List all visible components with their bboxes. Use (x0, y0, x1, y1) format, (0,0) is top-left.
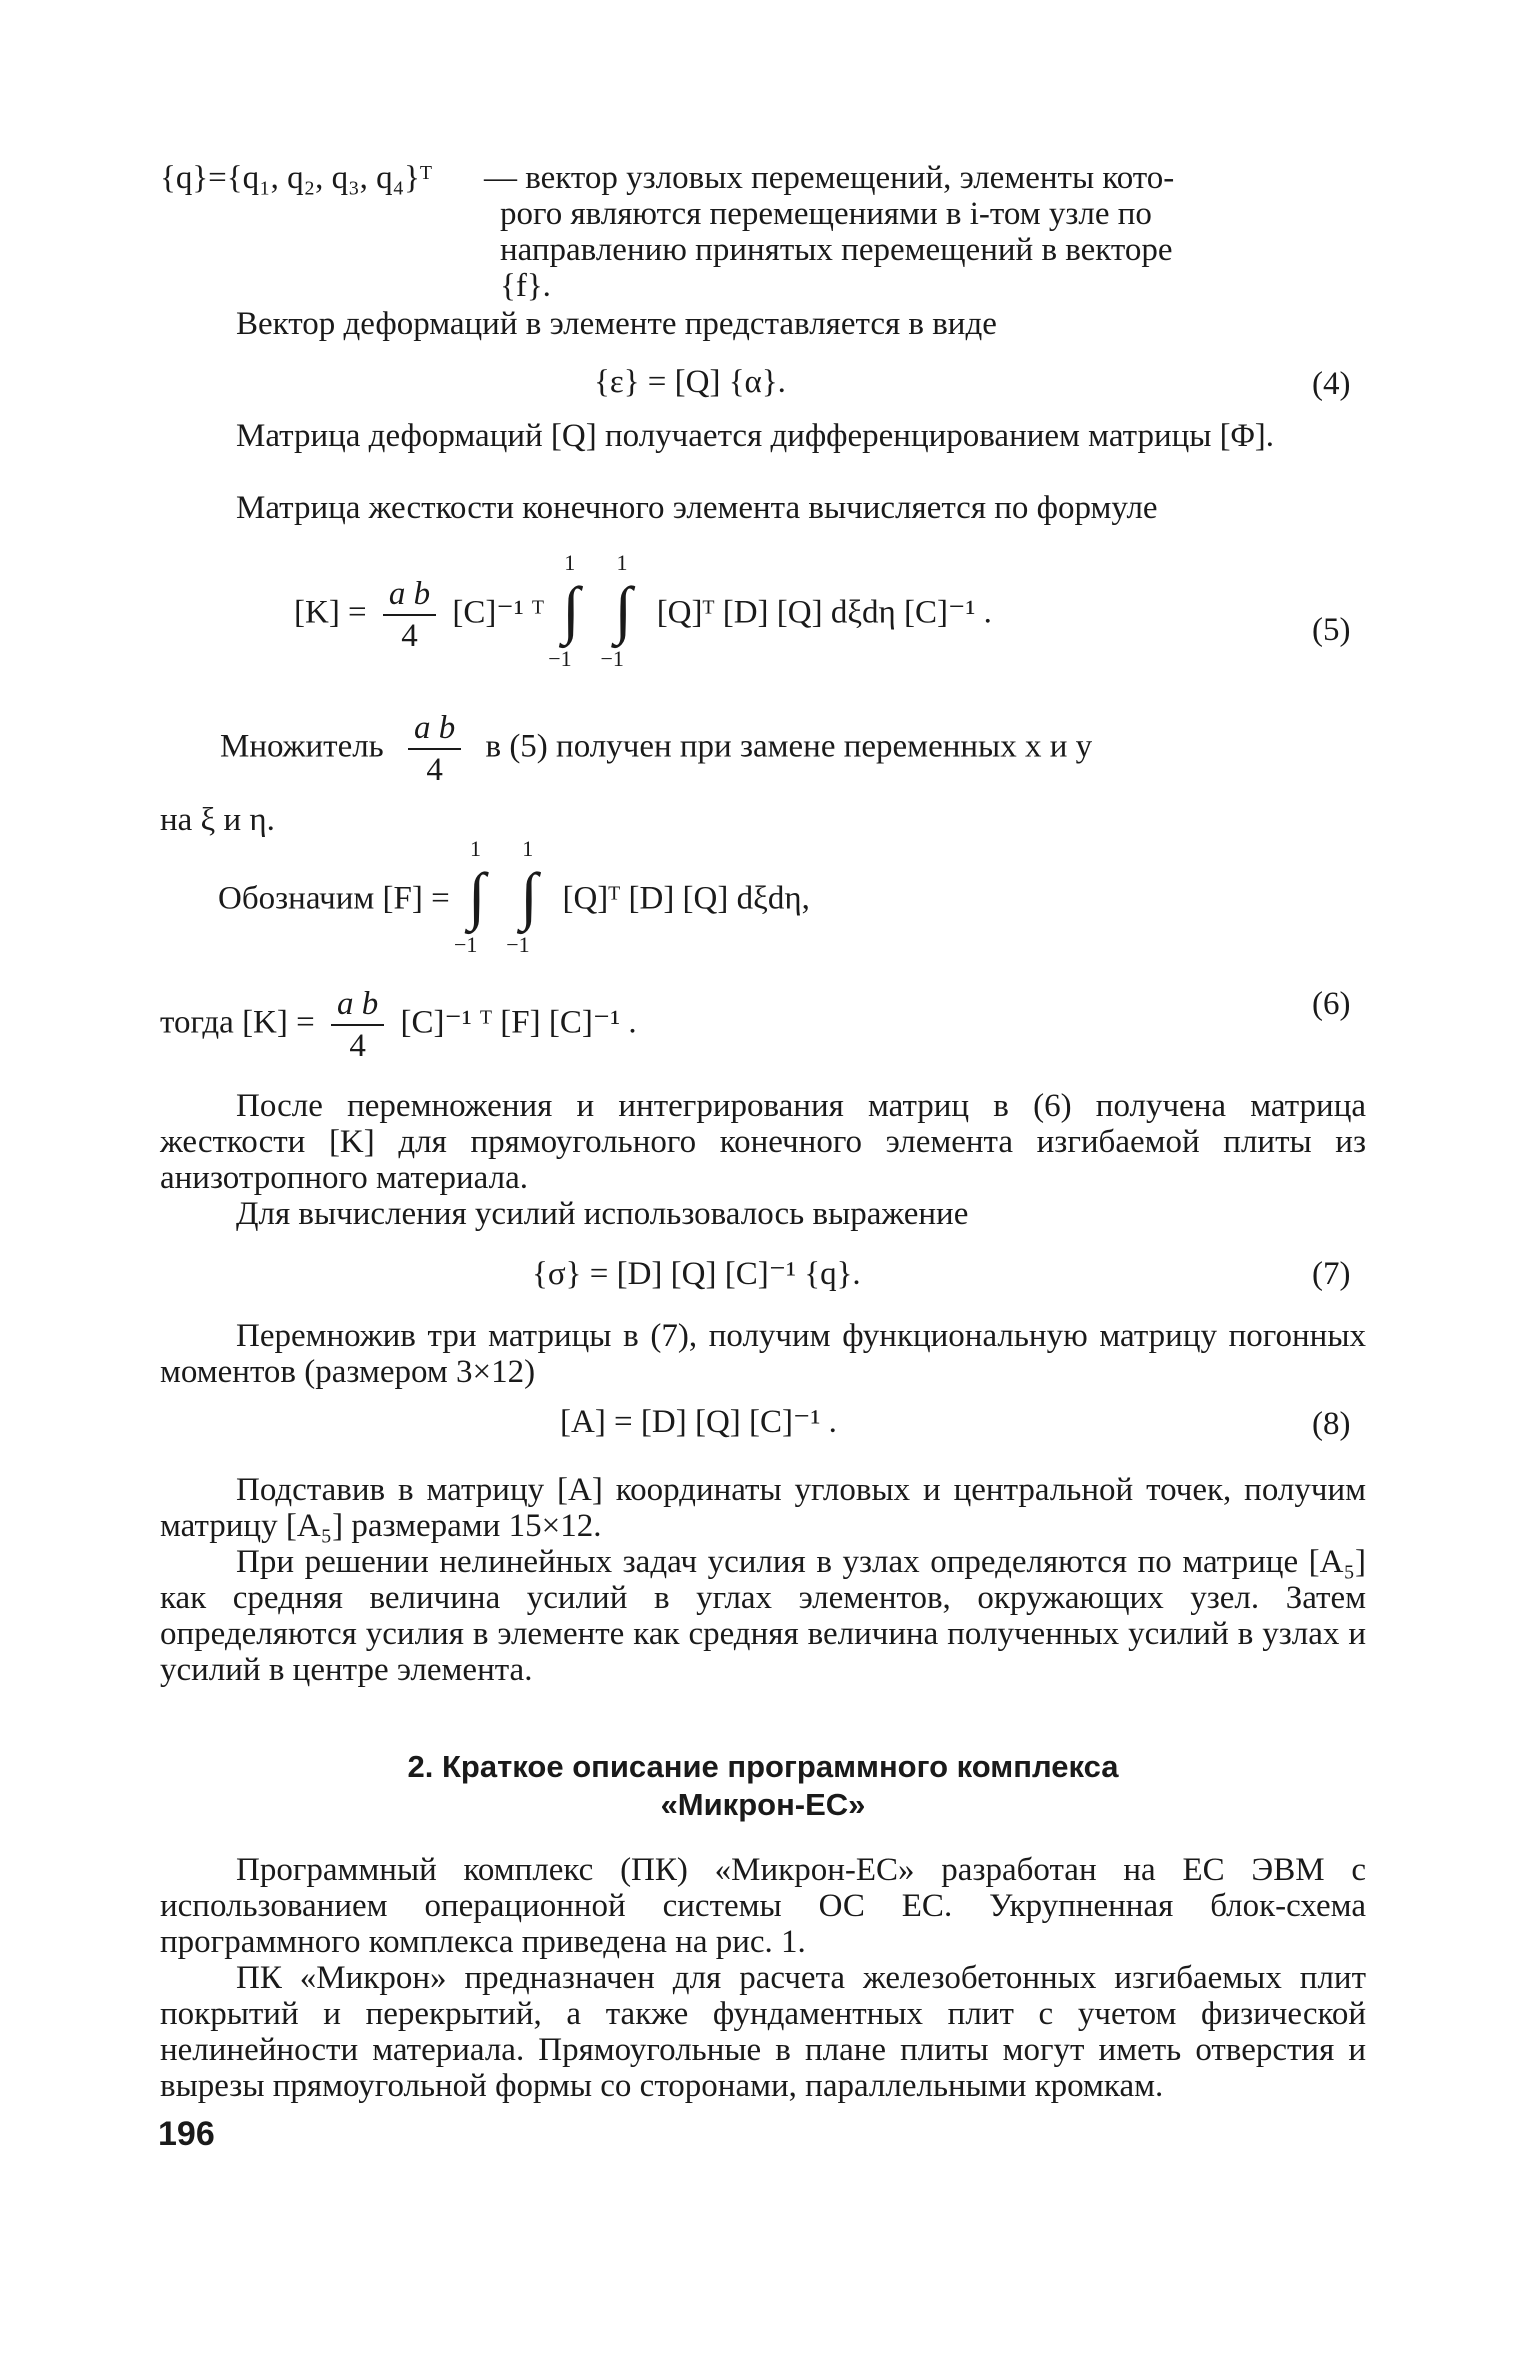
equation-5-part-1: [C]⁻¹ ᵀ (452, 594, 544, 631)
paragraph-stiffness: Матрица жесткости конечного элемента вычисляется по формуле (236, 490, 1158, 526)
page-number: 196 (158, 2115, 215, 2153)
vector-def-line-2: рого являются перемещениями в i-том узле по (500, 196, 1152, 232)
factor-rest: в (5) получен при замене переменных x и y (485, 728, 1093, 765)
integral-F1-upper-limit: 1 (469, 836, 481, 861)
paragraph-nonlinear: При решении нелинейных задач усилия в узлах определяются по матрице [A₅] как средняя величина усилий в углах элементов, окружающих узел. Затем определяются усилия в элементе как средняя величина полученных усилий в узлах и усилий в центре элемента. (160, 1544, 1366, 1688)
equation-5-frac-den: 4 (383, 614, 436, 654)
integral-sign-1 (548, 550, 594, 671)
equation-6-lead: тогда [K] = (160, 1004, 315, 1041)
integral-F2-symbol: ∫ (520, 860, 538, 931)
integral-F-sign-1 (453, 836, 500, 957)
factor-frac-den: 4 (408, 748, 461, 788)
equation-5-lhs: [K] = (294, 594, 367, 631)
equation-6-frac-den: 4 (331, 1024, 384, 1064)
factor-fraction (408, 710, 461, 788)
factor-word: Множитель (220, 728, 384, 765)
equation-6 (160, 986, 637, 1064)
equation-4-number: (4) (1312, 366, 1351, 402)
paragraph-multiply: Перемножив три матрицы в (7), получим функциональную матрицу погонных моментов (размером 3×12) (160, 1318, 1366, 1390)
equation-5-integrand: [Q]ᵀ [D] [Q] dξdη [C]⁻¹ . (656, 594, 992, 631)
integral-2-upper-limit: 1 (616, 550, 628, 575)
equation-6-frac-num: a b (337, 986, 379, 1022)
factor-line-2: на ξ и η. (160, 802, 275, 838)
integral-1-upper-limit: 1 (564, 550, 576, 575)
equation-4: {ε} = [Q] {α}. (594, 364, 786, 400)
integral-F1-symbol: ∫ (467, 860, 486, 931)
vector-def-line-1: — вектор узловых перемещений, элементы кото- (484, 160, 1175, 196)
integral-1-lower-limit: −1 (548, 646, 572, 671)
equation-F-lead: Обозначим [F] = (218, 880, 450, 917)
factor-frac-num: a b (413, 710, 456, 746)
integral-1-symbol: ∫ (562, 574, 580, 645)
section-heading-line-1: 2. Краткое описание программного комплекса (407, 1749, 1119, 1784)
integral-F2-lower-limit: −1 (506, 932, 530, 957)
paragraph-substitute: Подставив в матрицу [A] координаты угловых и центральной точек, получим матрицу [A₅] размерами 15×12. (160, 1472, 1366, 1544)
vector-symbol: {q}={q₁, q₂, q₃, q₄}ᵀ (160, 160, 432, 196)
paragraph-purpose: ПК «Микрон» предназначен для расчета железобетонных изгибаемых плит покрытий и перекрытий, а также фундаментных плит с учетом физической нелинейности материала. Прямоугольные в плане плиты могут иметь отверстия и вырезы прямоугольной формы со сторонами, параллельными кромкам. (160, 1960, 1366, 2104)
equation-F-integrand: [Q]ᵀ [D] [Q] dξdη, (562, 880, 810, 917)
paragraph-complex: Программный комплекс (ПК) «Микрон-ЕС» разработан на ЕС ЭВМ с использованием операционной системы ОС ЕС. Укрупненная блок-схема программного комплекса приведена на рис. 1. (160, 1852, 1366, 1960)
paragraph-forces: Для вычисления усилий использовалось выражение (236, 1196, 969, 1232)
integral-F1-lower-limit: −1 (453, 932, 478, 957)
equation-6-rest: [C]⁻¹ ᵀ [F] [C]⁻¹ . (400, 1004, 637, 1041)
paragraph-strain-matrix: Матрица деформаций [Q] получается дифференцированием матрицы [Φ]. (236, 418, 1275, 454)
equation-5-number: (5) (1312, 612, 1351, 648)
equation-7: {σ} = [D] [Q] [C]⁻¹ {q}. (532, 1256, 861, 1292)
integral-2-lower-limit: −1 (600, 646, 624, 671)
paragraph-after-6: После перемножения и интегрирования матриц в (6) получена матрица жесткости [K] для прямоугольного конечного элемента изгибаемой плиты из анизотропного материала. (160, 1088, 1366, 1196)
equation-5-frac-num: a b (388, 576, 431, 612)
integral-F2-upper-limit: 1 (522, 836, 534, 861)
vector-def-line-4: {f}. (500, 268, 551, 304)
factor-sentence (220, 710, 1092, 788)
integral-F-sign-2 (506, 836, 552, 957)
vector-def-line-3: направлению принятых перемещений в векторе (500, 232, 1173, 268)
equation-6-number: (6) (1312, 986, 1351, 1022)
equation-5-fraction (383, 576, 436, 654)
equation-8: [A] = [D] [Q] [C]⁻¹ . (560, 1404, 837, 1440)
equation-6-fraction (331, 986, 384, 1064)
equation-7-number: (7) (1312, 1256, 1351, 1292)
strain-intro: Вектор деформаций в элементе представляется в виде (236, 306, 997, 342)
integral-2-symbol: ∫ (614, 574, 632, 645)
section-heading-line-2: «Микрон-ЕС» (660, 1787, 866, 1822)
equation-5 (294, 550, 992, 671)
equation-8-number: (8) (1312, 1406, 1351, 1442)
equation-F (218, 836, 810, 957)
integral-sign-2 (600, 550, 646, 671)
